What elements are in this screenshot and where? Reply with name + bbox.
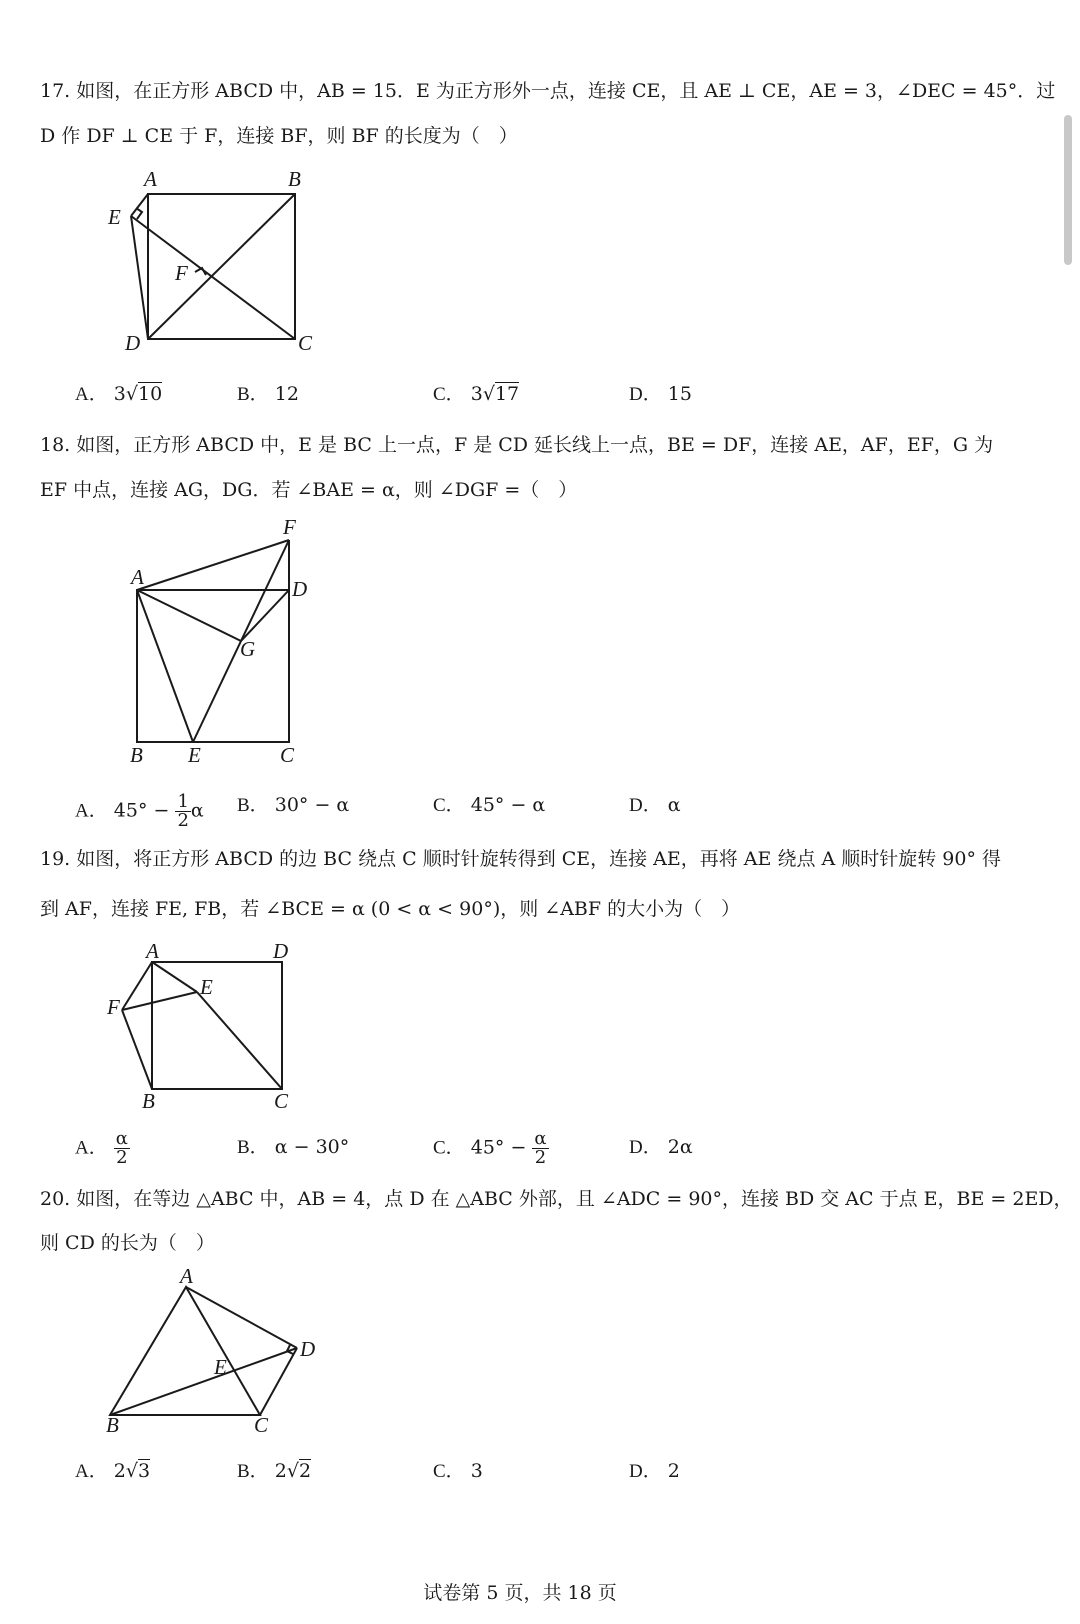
q18-option-b[interactable]: B． 30° − α [237, 794, 350, 816]
q17-label-E: E [108, 205, 121, 229]
q17-label-D: D [125, 331, 141, 355]
q19-option-c[interactable]: C． 45° − $\frac{\alpha}{2}$ [433, 1128, 547, 1168]
q17-option-a[interactable]: A． 3√10 [75, 383, 163, 405]
q17-stem-line1: 17. 如图，在正方形 ABCD 中，AB = 15．E 为正方形外一点，连接 CE，且 AE ⊥ CE，AE = 3，∠DEC = 45°．过 [40, 80, 1056, 102]
q19-stem-line2: 到 AF，连接 FE, FB，若 ∠BCE = α (0 < α < 90°)，则 ∠ABF 的大小为（ ） [40, 898, 741, 920]
q17-option-c[interactable]: C． 3√17 [433, 383, 520, 405]
q20-label-C: C [254, 1413, 269, 1437]
q19-label-C: C [274, 1089, 289, 1113]
q20-option-d[interactable]: D． 2 [629, 1460, 680, 1482]
q20-label-A: A [180, 1264, 193, 1288]
q17-label-B: B [288, 167, 301, 191]
q19-option-b[interactable]: B． α − 30° [237, 1136, 350, 1158]
q20-stem-line2: 则 CD 的长为（ ） [40, 1232, 215, 1254]
q19-option-d[interactable]: D． 2α [629, 1136, 693, 1158]
q17-option-b[interactable]: B． 12 [237, 383, 299, 405]
q17-label-A: A [144, 167, 157, 191]
q20-option-b[interactable]: B． 2√2 [237, 1460, 312, 1482]
q18-label-E: E [188, 743, 201, 767]
q18-stem-line2: EF 中点，连接 AG，DG．若 ∠BAE = α，则 ∠DGF =（ ） [40, 479, 578, 501]
q18-option-c[interactable]: C． 45° − α [433, 794, 546, 816]
page-footer: 试卷第 5 页，共 18 页 [423, 1582, 617, 1604]
q18-label-D: D [292, 577, 308, 601]
q17-label-F: F [175, 261, 188, 285]
q19-label-E: E [200, 975, 213, 999]
q19-label-B: B [142, 1089, 155, 1113]
q18-option-a[interactable]: A． 45° − $\frac{1}{2}$ α [75, 791, 204, 831]
q17-stem-line2: D 作 DF ⊥ CE 于 F，连接 BF，则 BF 的长度为（ ） [40, 125, 518, 147]
q19-label-A: A [146, 939, 159, 963]
q18-stem-line1: 18. 如图，正方形 ABCD 中，E 是 BC 上一点，F 是 CD 延长线上一点，BE = DF，连接 AE，AF，EF，G 为 [40, 434, 994, 456]
q19-stem-line1: 19. 如图，将正方形 ABCD 的边 BC 绕点 C 顺时针旋转得到 CE，连接 AE，再将 AE 绕点 A 顺时针旋转 90° 得 [40, 848, 1001, 870]
q19-option-a[interactable]: A． $\frac{\alpha}{2}$ [75, 1128, 128, 1168]
q20-label-D: D [300, 1337, 316, 1361]
q20-label-E: E [214, 1355, 227, 1379]
q20-stem-line1: 20. 如图，在等边 △ABC 中，AB = 4，点 D 在 △ABC 外部，且 ∠ADC = 90°，连接 BD 交 AC 于点 E，BE = 2ED， [40, 1188, 1073, 1210]
q20-label-B: B [106, 1413, 119, 1437]
q20-option-a[interactable]: A． 2√3 [75, 1460, 151, 1482]
q18-label-A: A [131, 565, 144, 589]
q18-label-F: F [283, 515, 296, 539]
q18-label-G: G [240, 637, 256, 661]
q18-label-C: C [280, 743, 295, 767]
q17-option-d[interactable]: D． 15 [629, 383, 692, 405]
q18-option-d[interactable]: D． α [629, 794, 681, 816]
q20-option-c[interactable]: C． 3 [433, 1460, 483, 1482]
q17-label-C: C [298, 331, 313, 355]
q19-label-F: F [107, 995, 120, 1019]
q19-label-D: D [273, 939, 289, 963]
vertical-scrollbar[interactable] [1064, 115, 1072, 265]
q18-label-B: B [130, 743, 143, 767]
